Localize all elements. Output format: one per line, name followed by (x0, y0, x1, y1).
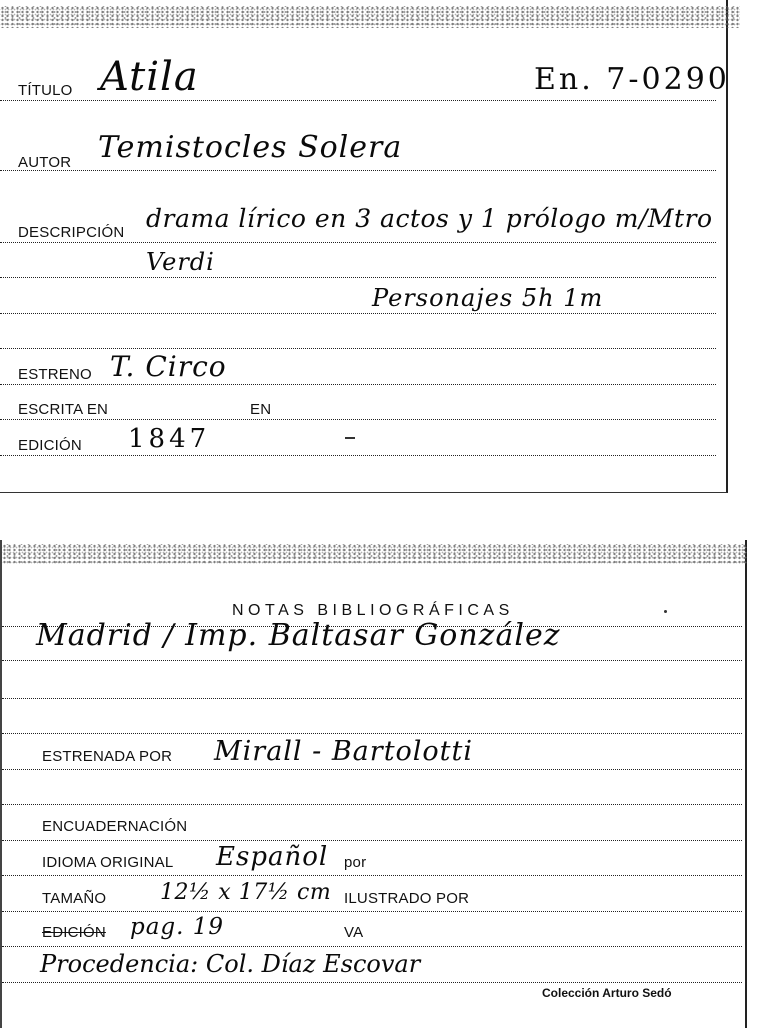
rule (2, 840, 742, 841)
label-titulo: TÍTULO (18, 82, 73, 99)
value-edicion: 1847 (128, 424, 211, 454)
rule (0, 419, 716, 420)
value-titulo: Atila (100, 54, 199, 100)
label-por: por (344, 854, 367, 871)
value-descripcion-line3: Personajes 5h 1m (372, 284, 604, 312)
rule (0, 348, 716, 349)
value-descripcion-line1: drama lírico en 3 actos y 1 prólogo m/Mtro (146, 204, 713, 233)
catalog-number: En. 7-0290 (534, 62, 730, 97)
label-autor: AUTOR (18, 154, 72, 171)
label-edicion: EDICIÓN (18, 437, 82, 454)
rule (0, 455, 716, 456)
value-autor: Temistocles Solera (98, 130, 403, 165)
label-tamano: TAMAÑO (42, 890, 107, 907)
rule (0, 277, 716, 278)
rule (0, 242, 716, 243)
rule (0, 170, 716, 171)
value-idioma-original: Español (216, 842, 329, 872)
value-edicion: pag. 19 (130, 914, 225, 940)
label-estrenada-por: ESTRENADA POR (42, 748, 173, 765)
rule (0, 384, 716, 385)
rule (0, 313, 716, 314)
scan-noise-bottom (2, 544, 747, 564)
label-idioma-original: IDIOMA ORIGINAL (42, 854, 174, 871)
value-estrenada-por: Mirall - Bartolotti (214, 736, 474, 767)
rule (0, 100, 716, 101)
catalog-card-top (0, 0, 728, 493)
stray-mark (345, 437, 355, 439)
label-escrita-en: ESCRITA EN (18, 401, 109, 418)
label-en: EN (250, 401, 272, 418)
catalog-card-bottom (0, 540, 747, 1028)
rule (2, 660, 742, 661)
scan-noise-top (0, 6, 740, 28)
value-descripcion-line2: Verdi (146, 248, 215, 276)
rule (2, 733, 742, 734)
label-estreno: ESTRENO (18, 366, 92, 383)
collection-footer: Colección Arturo Sedó (542, 986, 672, 1000)
label-encuadernacion: ENCUADERNACIÓN (42, 818, 188, 835)
label-edicion: EDICIÓN (42, 924, 106, 941)
rule (2, 946, 742, 947)
rule (2, 911, 742, 912)
value-estreno: T. Circo (110, 350, 227, 383)
label-va: VA (344, 924, 364, 941)
label-descripcion: DESCRIPCIÓN (18, 224, 125, 241)
value-procedencia: Procedencia: Col. Díaz Escovar (40, 950, 421, 978)
label-ilustrado-por: ILUSTRADO POR (344, 890, 470, 907)
rule (2, 698, 742, 699)
notas-heading: NOTAS BIBLIOGRÁFICAS (232, 602, 514, 619)
rule (2, 875, 742, 876)
stray-mark (664, 610, 667, 613)
rule (2, 804, 742, 805)
value-tamano: 12½ x 17½ cm (160, 880, 332, 905)
value-notes-line1: Madrid / Imp. Baltasar González (36, 618, 561, 653)
rule (2, 982, 742, 983)
rule (2, 769, 742, 770)
